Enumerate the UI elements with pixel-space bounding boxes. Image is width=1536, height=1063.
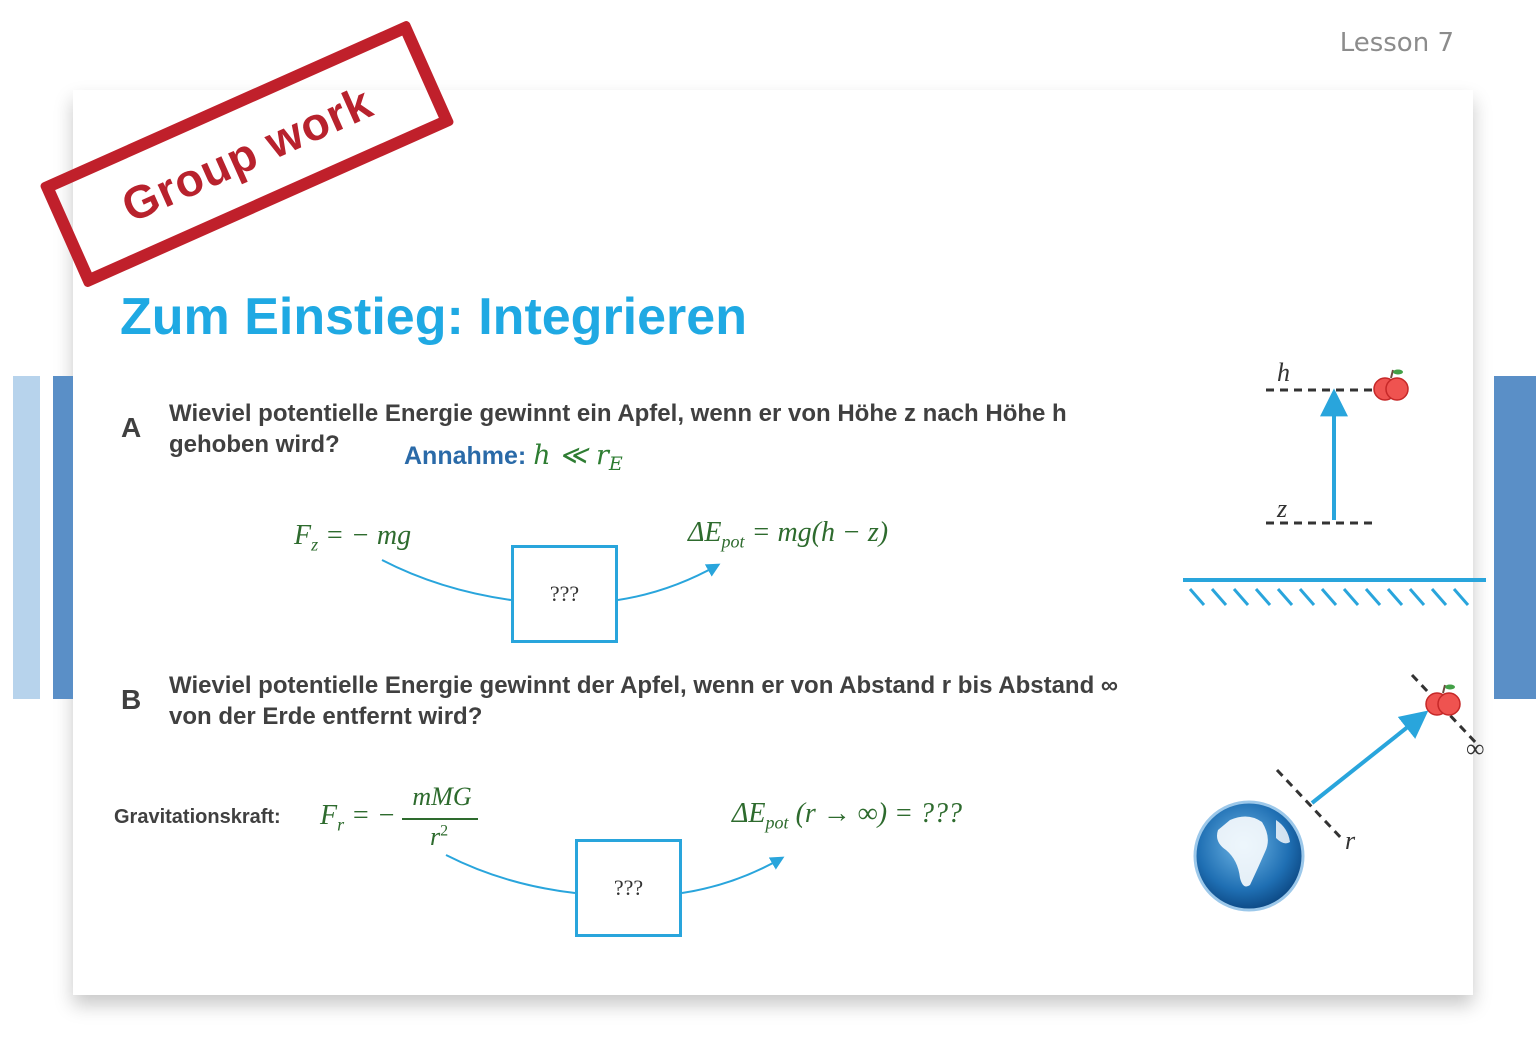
energy-a-lhs: ΔE — [688, 517, 722, 548]
assumption-label: Annahme: — [404, 442, 527, 470]
force-b-mid: = − — [344, 800, 396, 831]
distance-arrow — [1312, 714, 1424, 803]
apple-icon-b — [1426, 685, 1460, 716]
energy-a-sub: pot — [721, 531, 745, 552]
ground-hatching — [1190, 589, 1468, 605]
force-a-sub: z — [311, 534, 319, 555]
label-h: h — [1277, 358, 1290, 387]
part-a-question-line2: gehoben wird? — [169, 431, 340, 458]
gravitation-label: Gravitationskraft: — [114, 806, 281, 828]
force-a-lhs: F — [294, 520, 312, 551]
force-a-rhs: = − mg — [318, 520, 412, 551]
operation-box-b: ??? — [575, 839, 682, 937]
force-b-sub: r — [337, 814, 345, 835]
assumption-math: h ≪ r — [533, 440, 609, 471]
part-a-question-line1: Wieviel potentielle Energie gewinnt ein Apfel, wenn er von Höhe z nach Höhe h — [169, 400, 1067, 427]
label-r: r — [1345, 826, 1356, 855]
label-infinity: ∞ — [1466, 734, 1485, 763]
part-b-question-line2: von der Erde entfernt wird? — [169, 703, 483, 730]
fraction-numerator: mMG — [412, 782, 472, 811]
energy-b-sub: pot — [765, 812, 789, 833]
part-b-question-line1: Wieviel potentielle Energie gewinnt der Apfel, wenn er von Abstand r bis Abstand ∞ — [169, 672, 1119, 699]
force-b-lhs: F — [320, 800, 338, 831]
flow-curve-a-out — [618, 565, 718, 600]
earth-icon — [1195, 802, 1303, 910]
flow-curve-a-in — [382, 560, 511, 600]
slide-title: Zum Einstieg: Integrieren — [120, 288, 747, 346]
lesson-label: Lesson 7 — [1339, 28, 1454, 58]
part-b-letter: B — [121, 684, 142, 715]
fraction-den-base: r — [430, 822, 441, 851]
fraction-den-sup: 2 — [440, 822, 449, 840]
stamp-label: Group work — [113, 75, 381, 233]
label-z: z — [1277, 494, 1288, 523]
operation-box-a: ??? — [511, 545, 618, 643]
flow-curve-b-in — [446, 855, 575, 893]
energy-a-rhs: = mg(h − z) — [744, 517, 889, 548]
apple-icon-a — [1374, 370, 1408, 401]
part-a-letter: A — [121, 412, 142, 443]
flow-curve-b-out — [682, 858, 782, 893]
energy-b-lhs: ΔE — [732, 798, 766, 829]
energy-b-rhs: (r → ∞) = ??? — [788, 798, 962, 829]
assumption-sub: E — [608, 453, 623, 475]
